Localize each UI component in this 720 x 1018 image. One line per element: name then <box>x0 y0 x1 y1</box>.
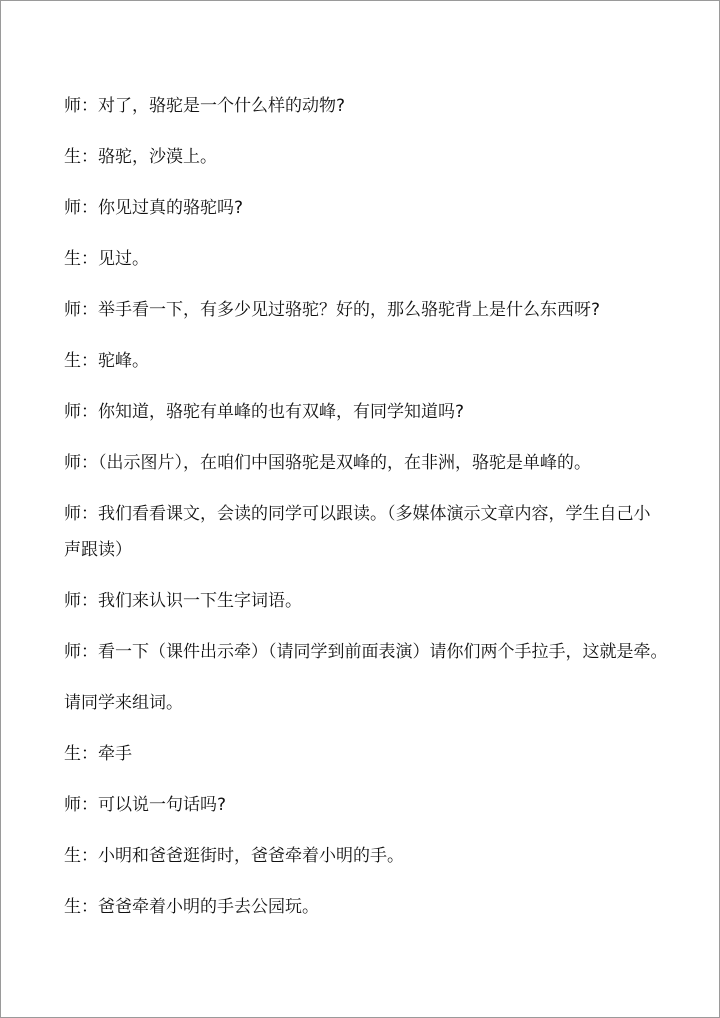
dialogue-line: 生：小明和爸爸逛街时，爸爸牵着小明的手。 <box>64 846 404 866</box>
dialogue-line: 师：对了，骆驼是一个什么样的动物? <box>64 96 346 116</box>
dialogue-line: 生：驼峰。 <box>64 351 149 371</box>
dialogue-line: 生：爸爸牵着小明的手去公园玩。 <box>64 897 319 917</box>
dialogue-line: 师：你知道，骆驼有单峰的也有双峰，有同学知道吗? <box>64 402 465 422</box>
dialogue-line: 请同学来组词。 <box>64 693 183 713</box>
dialogue-line: 师：你见过真的骆驼吗? <box>64 198 244 218</box>
document-body <box>64 93 668 945</box>
dialogue-line: 生：骆驼，沙漠上。 <box>64 147 217 167</box>
dialogue-line: 师：（出示图片），在咱们中国骆驼是双峰的，在非洲，骆驼是单峰的。 <box>64 453 591 473</box>
dialogue-line: 生：牵手 <box>64 744 132 764</box>
dialogue-line: 师：我们来认识一下生字词语。 <box>64 591 302 611</box>
dialogue-line: 师：举手看一下，有多少见过骆驼？好的，那么骆驼背上是什么东西呀? <box>64 300 601 320</box>
dialogue-line: 生：见过。 <box>64 249 149 269</box>
dialogue-line: 师：可以说一句话吗? <box>64 795 227 815</box>
dialogue-line: 师：看一下（课件出示牵）（请同学到前面表演）请你们两个手拉手，这就是牵。 <box>64 642 668 662</box>
dialogue-line: 师：我们看看课文，会读的同学可以跟读。（多媒体演示文章内容，学生自己小声跟读） <box>64 504 651 560</box>
